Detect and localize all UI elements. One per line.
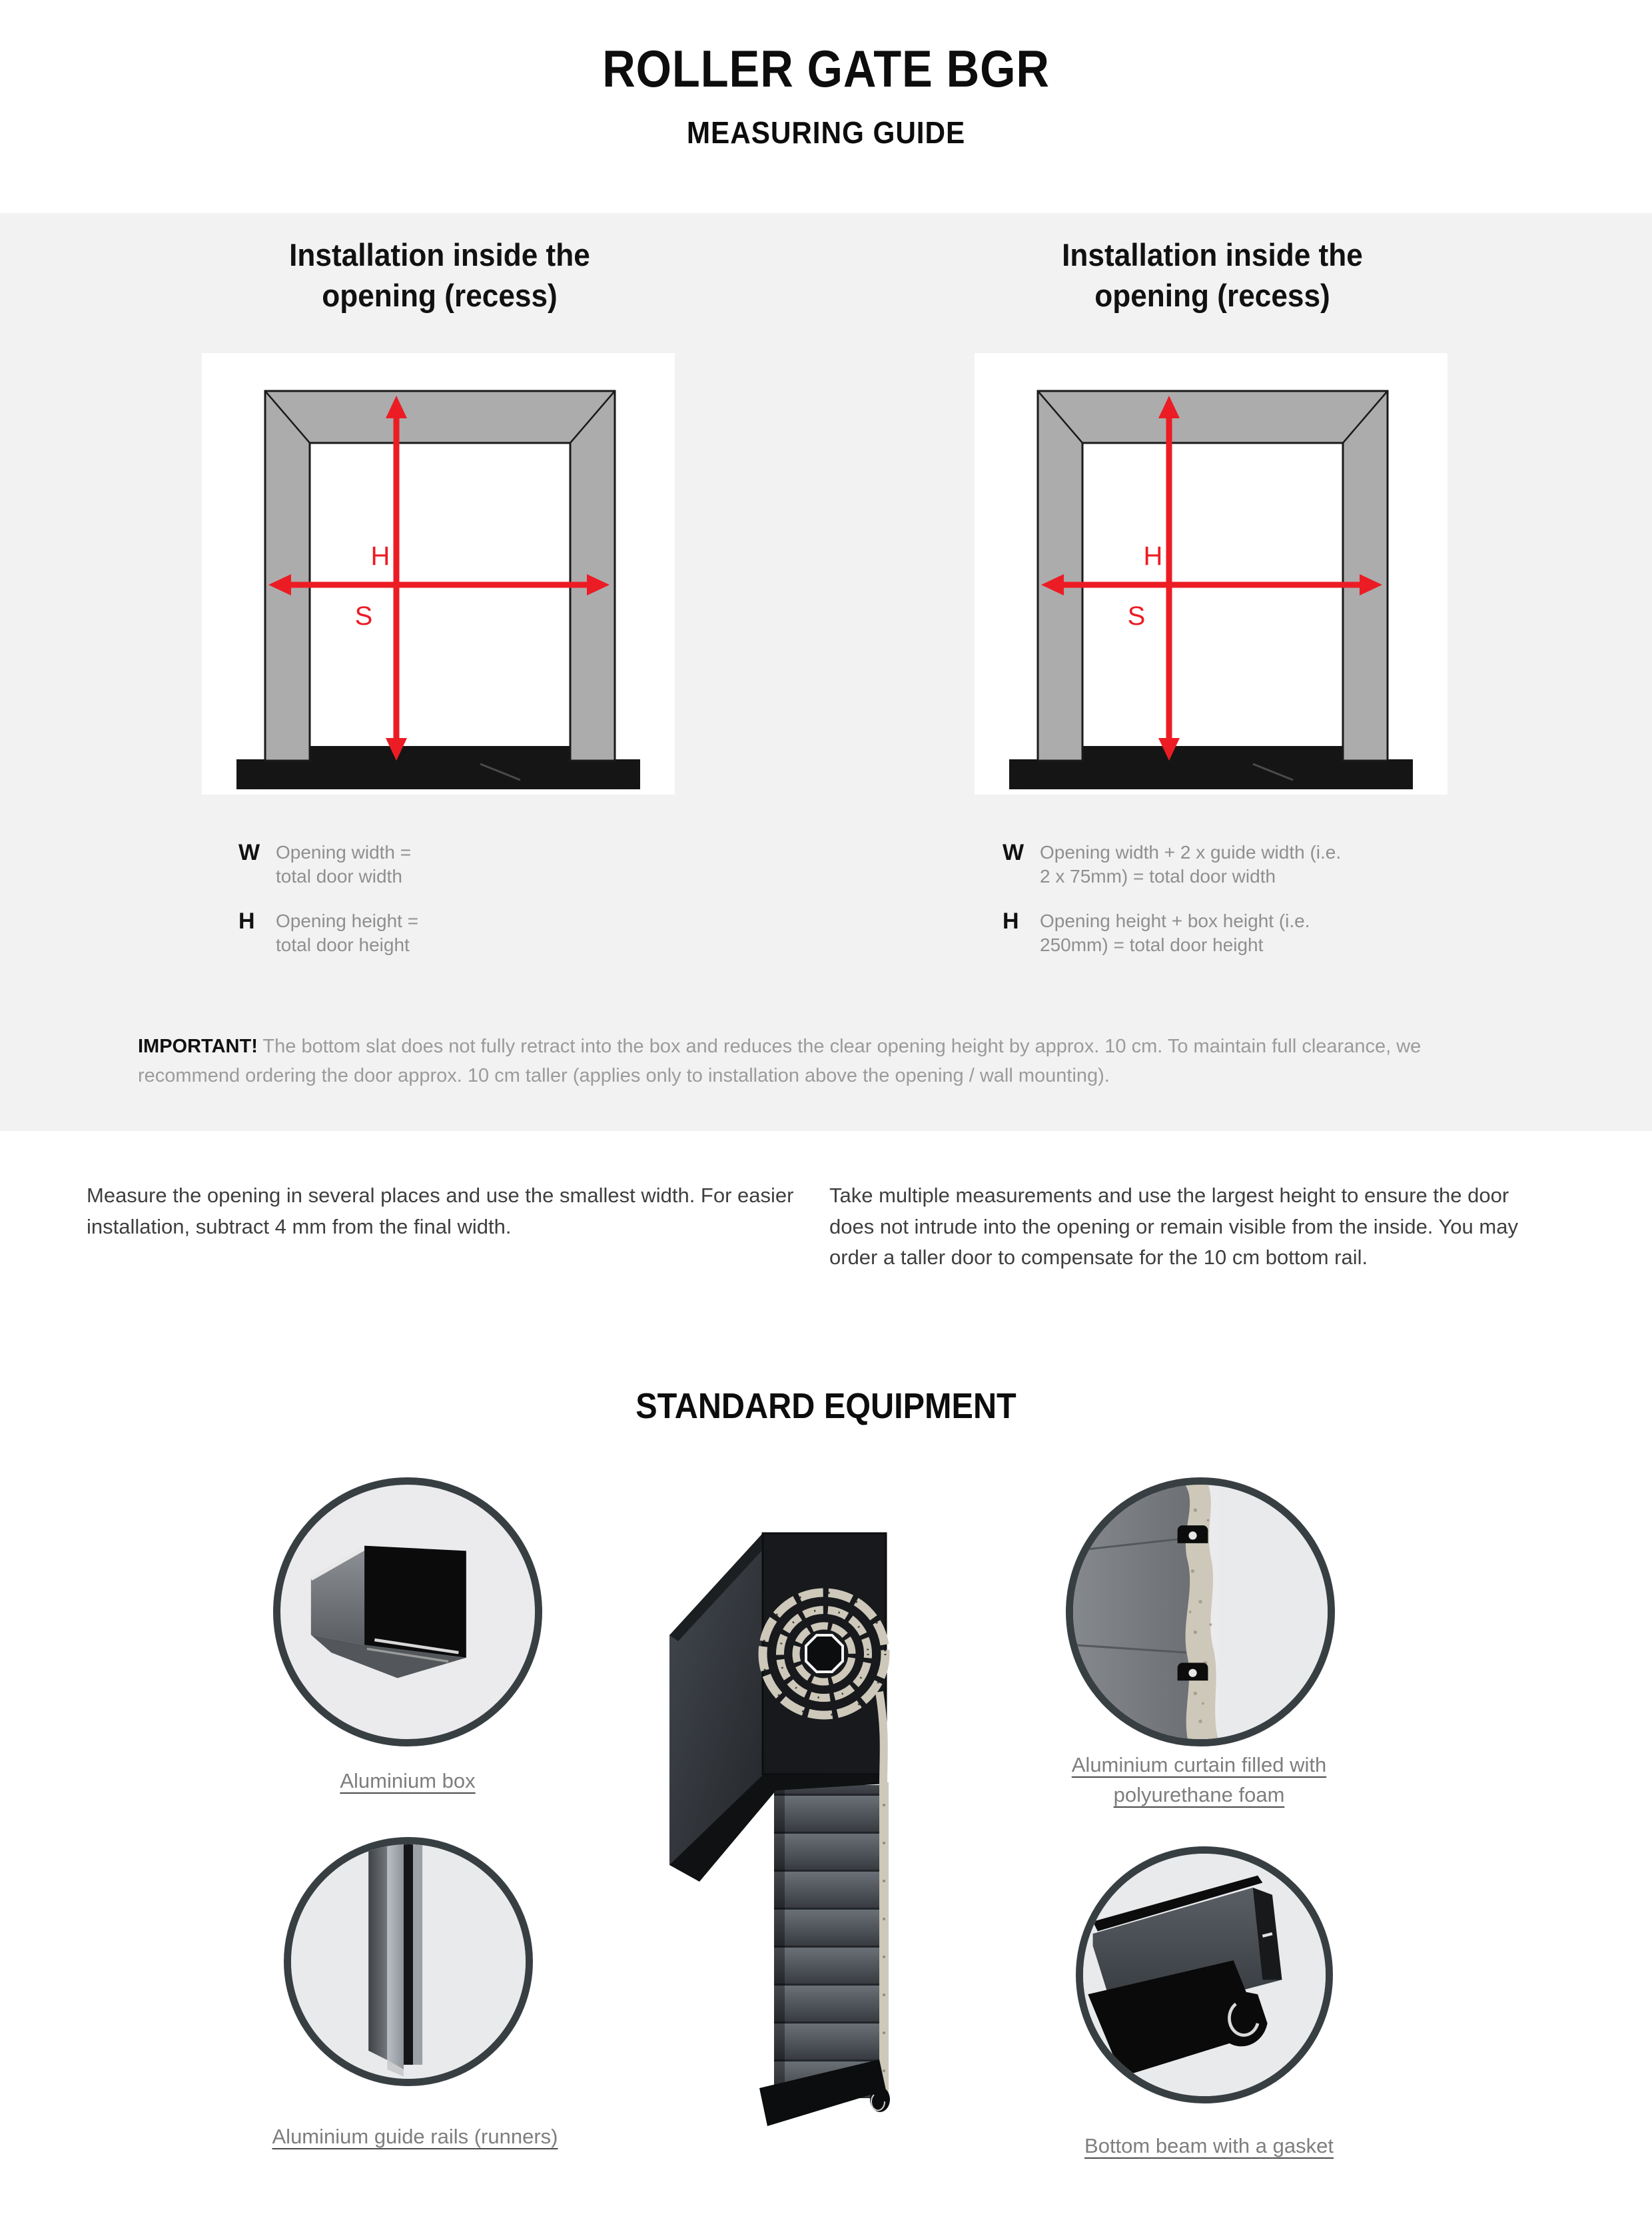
hook-inner-bottom — [1188, 1669, 1196, 1677]
s-label: S — [354, 601, 373, 631]
left-diagram-card — [202, 353, 675, 795]
aluminium-box-label: Aluminium box — [340, 1769, 476, 1792]
equipment-heading: STANDARD EQUIPMENT — [635, 1386, 1017, 1426]
legend-text: Opening height = total door height — [276, 910, 419, 956]
curtain-shadow-edge — [774, 1785, 785, 2098]
opening-diagram-left — [202, 353, 675, 795]
curtain-foam-edge — [879, 1782, 889, 2097]
curtain-section-label: Aluminium curtain filled with polyurethane foam — [1071, 1753, 1327, 1806]
legend-key: H — [238, 908, 255, 934]
aluminium-box-image — [273, 1477, 542, 1746]
h-label: H — [370, 542, 390, 571]
page-subtitle: MEASURING GUIDE — [686, 115, 966, 150]
legend-row — [238, 909, 442, 958]
right-diagram-card — [975, 353, 1447, 795]
curtain-section-image — [1066, 1477, 1335, 1746]
background-right — [1218, 1485, 1328, 1739]
note-height: Take multiple measurements and use the largest height to ensure the door does not intrude into the opening or remain visible from the inside. You may order a taller door to compensate for the 10 cm bottom rail. — [829, 1184, 1518, 1269]
s-label: S — [1127, 601, 1146, 631]
slat-body — [1073, 1485, 1198, 1739]
bottom-beam-label: Bottom beam with a gasket — [1084, 2134, 1334, 2157]
legend-text: Opening height + box height (i.e. 250mm) = total door height — [1040, 910, 1310, 956]
bottom-beam-illustration — [1083, 1854, 1326, 2096]
legend-text: Opening width + 2 x guide width (i.e. 2 x 75mm) = total door width — [1040, 842, 1342, 887]
hook-inner-top — [1188, 1531, 1196, 1539]
guide-rails-image — [284, 1837, 533, 2086]
coil-exit-strip — [879, 1692, 884, 1785]
legend-key: W — [1003, 840, 1025, 865]
h-label: H — [1143, 542, 1163, 571]
rail-channel-face — [387, 1844, 404, 2069]
important-note — [138, 1032, 1517, 1090]
left-column-heading: Installation inside the opening (recess) — [289, 237, 590, 314]
bottom-beam-image — [1076, 1846, 1333, 2103]
legend-key: H — [1003, 908, 1019, 934]
rail-inner-flange — [413, 1844, 422, 2065]
page-title: ROLLER GATE BGR — [602, 39, 1050, 98]
right-column-heading: Installation inside the opening (recess) — [1062, 237, 1363, 314]
guide-rails-label: Aluminium guide rails (runners) — [272, 2125, 558, 2148]
legend-text: Opening width = total door width — [276, 842, 412, 887]
curtain — [774, 1785, 879, 2098]
roller-gate-cutaway — [659, 1492, 893, 2151]
legend-row — [238, 841, 442, 889]
legend-row — [1003, 909, 1346, 958]
note-width: Measure the opening in several places and use the smallest width. For easier installation, subtract 4 mm from the final width. — [87, 1184, 794, 1238]
roller-gate-cutaway-figure — [659, 1492, 893, 2151]
left-legend — [238, 841, 442, 958]
legend-key: W — [238, 840, 260, 865]
door-frame — [1038, 391, 1388, 761]
aluminium-box-illustration — [280, 1485, 535, 1739]
curtain-section-illustration — [1073, 1485, 1328, 1739]
rail-groove — [404, 1844, 413, 2065]
rail-outer-flange — [368, 1844, 387, 2060]
right-legend — [1003, 841, 1346, 958]
legend-row — [1003, 841, 1346, 889]
important-text: The bottom slat does not fully retract into the box and reduces the clear opening height by approx. 10 cm. To maintain full clearance, we recommend ordering the door approx. 10 cm taller (applies only to installation above the opening / wall mounting). — [138, 1036, 1422, 1086]
opening-diagram-right — [975, 353, 1447, 795]
guide-rails-illustration — [291, 1844, 526, 2079]
door-frame — [265, 391, 615, 761]
important-label: IMPORTANT! — [138, 1036, 258, 1057]
octagonal-shaft — [806, 1635, 843, 1672]
